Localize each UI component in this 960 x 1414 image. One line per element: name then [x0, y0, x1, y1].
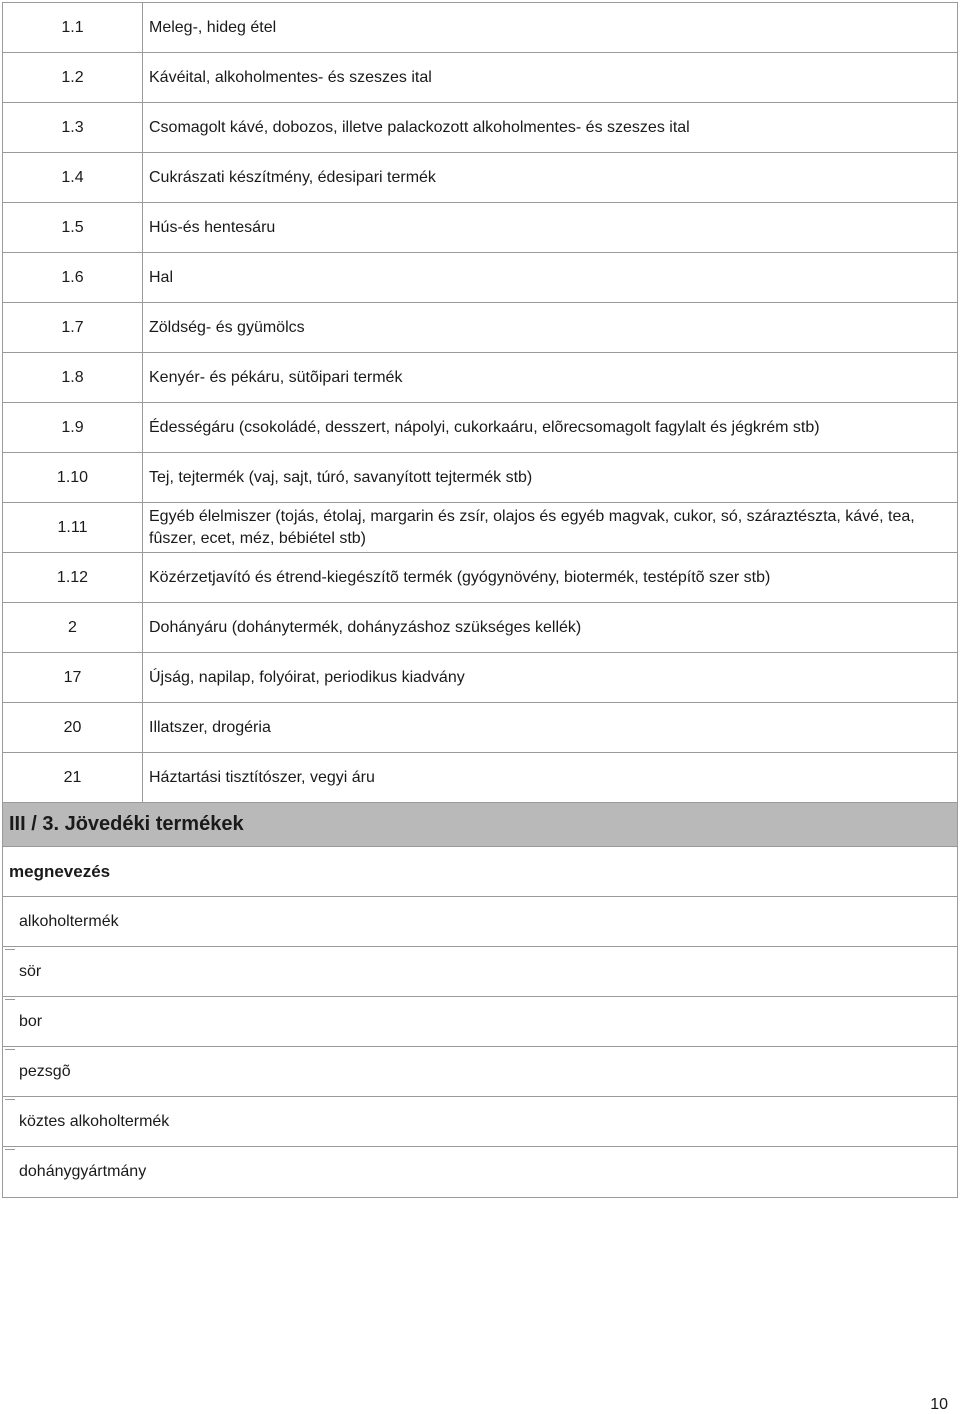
item-label: pezsgõ — [19, 1062, 71, 1080]
table-row — [3, 3, 958, 53]
product-description: Hal — [143, 253, 958, 303]
table-row — [3, 203, 958, 253]
table-row — [3, 703, 958, 753]
product-description: Meleg-, hideg étel — [143, 3, 958, 53]
product-description: Kenyér- és pékáru, sütõipari termék — [143, 353, 958, 403]
divider-mark — [5, 949, 15, 950]
product-code: 1.7 — [3, 303, 143, 353]
table-row — [3, 403, 958, 453]
table-row — [3, 303, 958, 353]
product-code: 1.3 — [3, 103, 143, 153]
table-row — [3, 503, 958, 553]
product-code: 17 — [3, 653, 143, 703]
product-code: 1.2 — [3, 53, 143, 103]
list-item — [3, 1047, 957, 1097]
product-description: Háztartási tisztítószer, vegyi áru — [143, 753, 958, 803]
document-page — [2, 2, 958, 1198]
table-row — [3, 53, 958, 103]
table-row — [3, 103, 958, 153]
list-item — [3, 897, 957, 947]
product-code: 2 — [3, 603, 143, 653]
product-code: 1.10 — [3, 453, 143, 503]
product-description: Illatszer, drogéria — [143, 703, 958, 753]
table-row — [3, 753, 958, 803]
table-row — [3, 353, 958, 403]
product-code: 1.5 — [3, 203, 143, 253]
table-row — [3, 253, 958, 303]
column-header-name: megnevezés — [3, 847, 957, 897]
product-description: Zöldség- és gyümölcs — [143, 303, 958, 353]
product-description: Édességáru (csokoládé, desszert, nápolyi, cukorkaáru, elõrecsomagolt fagylalt és jégkrém stb) — [143, 403, 958, 453]
table-row — [3, 453, 958, 503]
item-label: alkoholtermék — [19, 912, 119, 930]
divider-mark — [5, 999, 15, 1000]
product-code-table — [2, 2, 958, 803]
section-title: III / 3. Jövedéki termékek — [3, 803, 957, 847]
product-code: 1.6 — [3, 253, 143, 303]
page-number: 10 — [930, 1396, 948, 1413]
item-label: köztes alkoholtermék — [19, 1112, 170, 1130]
product-code: 1.11 — [3, 503, 143, 553]
product-description: Újság, napilap, folyóirat, periodikus kiadvány — [143, 653, 958, 703]
product-code: 21 — [3, 753, 143, 803]
product-description: Dohányáru (dohánytermék, dohányzáshoz szükséges kellék) — [143, 603, 958, 653]
product-code: 1.9 — [3, 403, 143, 453]
product-description: Csomagolt kávé, dobozos, illetve palackozott alkoholmentes- és szeszes ital — [143, 103, 958, 153]
table-row — [3, 653, 958, 703]
item-label: sör — [19, 962, 42, 980]
product-description: Hús-és hentesáru — [143, 203, 958, 253]
divider-mark — [5, 1049, 15, 1050]
product-description: Kávéital, alkoholmentes- és szeszes ital — [143, 53, 958, 103]
product-description: Cukrászati készítmény, édesipari termék — [143, 153, 958, 203]
product-description: Egyéb élelmiszer (tojás, étolaj, margarin és zsír, olajos és egyéb magvak, cukor, só, száraztészta, kávé, tea, fûszer, ecet, méz, bébiétel stb) — [143, 503, 958, 553]
item-label: bor — [19, 1012, 43, 1030]
product-description: Tej, tejtermék (vaj, sajt, túró, savanyított tejtermék stb) — [143, 453, 958, 503]
list-item — [3, 1097, 957, 1147]
table-row — [3, 153, 958, 203]
product-code-table-body — [3, 3, 958, 803]
list-item — [3, 947, 957, 997]
list-item — [3, 997, 957, 1047]
excise-products-section — [2, 803, 958, 1198]
product-code: 20 — [3, 703, 143, 753]
table-row — [3, 553, 958, 603]
divider-mark — [5, 1149, 15, 1150]
item-label: dohánygyártmány — [19, 1163, 147, 1180]
table-row — [3, 603, 958, 653]
product-code: 1.4 — [3, 153, 143, 203]
product-code: 1.8 — [3, 353, 143, 403]
product-code: 1.12 — [3, 553, 143, 603]
product-description: Közérzetjavító és étrend-kiegészítõ termék (gyógynövény, biotermék, testépítõ szer stb) — [143, 553, 958, 603]
divider-mark — [5, 1099, 15, 1100]
list-item — [3, 1147, 957, 1197]
product-code: 1.1 — [3, 3, 143, 53]
